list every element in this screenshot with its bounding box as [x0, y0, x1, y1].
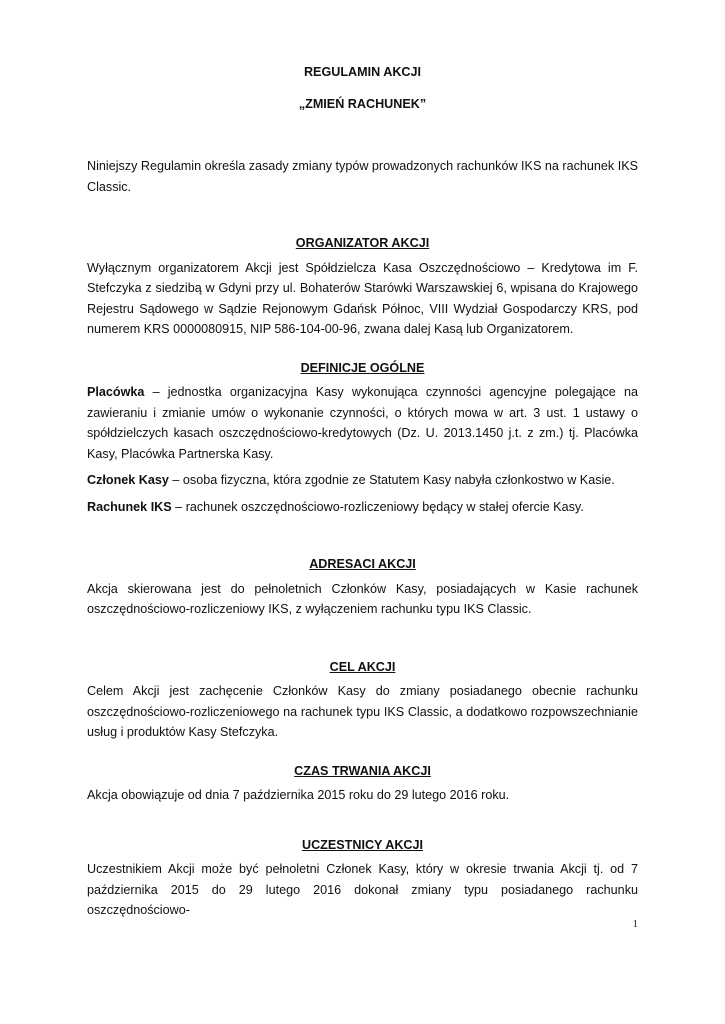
section-heading-adresaci: ADRESACI AKCJI: [309, 557, 416, 571]
organizator-paragraph: Wyłącznym organizatorem Akcji jest Spółdzielcza Kasa Oszczędnościowo – Kredytowa im F. Stefczyka z siedzibą w Gdyni przy ul. Bohaterów Starówki Warszawskiej 6, wpisana do Krajowego Rejestru Sądowego w Sądzie Rejonowym Gdańsk Północ, VIII Wydział Gospodarczy KRS, pod numerem KRS 0000080915, NIP 586-104-00-96, zwana dalej Kasą lub Organizatorem.: [87, 260, 638, 336]
intro-paragraph: Niniejszy Regulamin określa zasady zmiany typów prowadzonych rachunków IKS na rachunek IKS Classic.: [87, 159, 638, 194]
definition-czlonek-kasy: [87, 470, 638, 491]
definition-text: – osoba fizyczna, która zgodnie ze Statutem Kasy nabyła członkostwo w Kasie.: [168, 473, 615, 487]
definition-term: Rachunek IKS: [87, 499, 172, 514]
section-heading-cel: CEL AKCJI: [329, 659, 396, 674]
section-heading-uczestnicy: UCZESTNICY AKCJI: [301, 837, 424, 852]
section-heading-czas: CZAS TRWANIA AKCJI: [294, 763, 431, 778]
adresaci-paragraph: Akcja skierowana jest do pełnoletnich Członków Kasy, posiadających w Kasie rachunek oszczędnościowo-rozliczeniowy IKS, z wyłączeniem rachunku typu IKS Classic.: [87, 581, 638, 616]
document-title: REGULAMIN AKCJI: [303, 65, 422, 79]
section-heading-definicje: DEFINICJE OGÓLNE: [300, 360, 425, 375]
definition-rachunek-iks: [87, 497, 638, 518]
uczestnicy-paragraph: Uczestnikiem Akcji może być pełnoletni Członek Kasy, który w okresie trwania Akcji tj. od 7 października 2015 do 29 lutego 2016 dokonał zmiany typu posiadanego rachunku oszczędnościowo-: [87, 862, 638, 917]
definition-text: – jednostka organizacyjna Kasy wykonująca czynności agencyjne polegające na zawieraniu i zmianie umów o wykonanie czynności, o których mowa w art. 3 ust. 1 ustawy o spółdzielczych kasach oszczędnościowo-kredytowych (Dz. U. 2013.1450 j.t. z zm.) tj. Placówka Kasy, Placówka Partnerska Kasy.: [87, 385, 638, 461]
cel-paragraph: Celem Akcji jest zachęcenie Członków Kasy do zmiany posiadanego obecnie rachunku oszczędnościowo-rozliczeniowego na rachunek typu IKS Classic, a dodatkowo rozpowszechnianie usług i produktów Kasy Stefczyka.: [87, 684, 638, 739]
page-number: 1: [632, 918, 638, 930]
definition-placowka: [87, 382, 638, 464]
czas-paragraph: Akcja obowiązuje od dnia 7 października 2015 roku do 29 lutego 2016 roku.: [87, 788, 510, 802]
definition-term: Członek Kasy: [87, 473, 169, 487]
section-heading-organizator: ORGANIZATOR AKCJI: [295, 236, 430, 250]
definition-term: Placówka: [87, 385, 145, 399]
document-body: [87, 62, 638, 921]
definition-text: – rachunek oszczędnościowo-rozliczeniowy będący w stałej ofercie Kasy.: [171, 499, 584, 514]
document-subtitle: „ZMIEŃ RACHUNEK”: [298, 96, 427, 111]
